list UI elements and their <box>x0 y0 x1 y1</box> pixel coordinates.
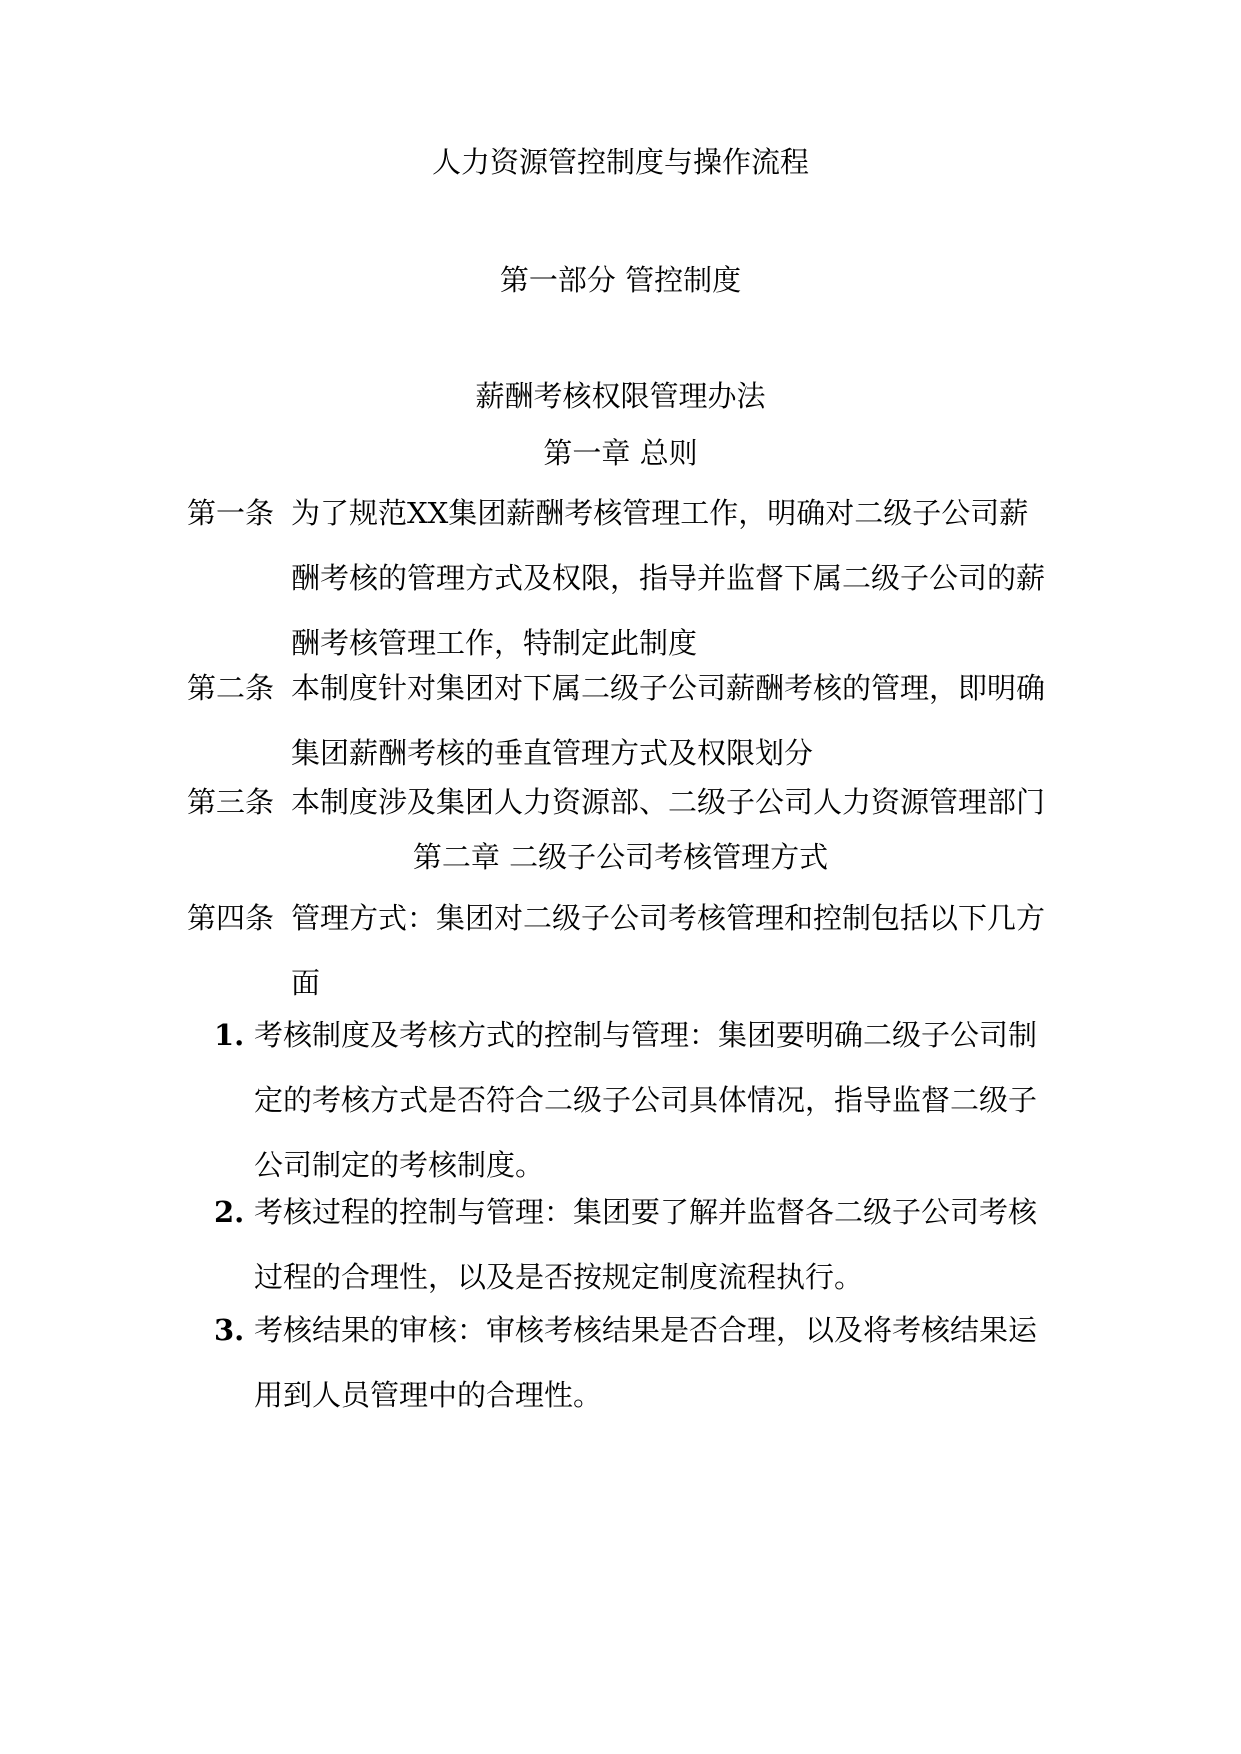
numbered-item-2 <box>214 1180 1054 1310</box>
article-line: 面 <box>291 966 321 1000</box>
item-number: 1. <box>214 1018 245 1052</box>
document-title: 人力资源管控制度与操作流程 <box>431 145 809 179</box>
item-line: 公司制定的考核制度。 <box>254 1148 545 1182</box>
article-line: 本制度涉及集团人力资源部、二级子公司人力资源管理部门 <box>291 785 1046 819</box>
article-4 <box>187 886 1067 1016</box>
item-line: 定的考核方式是否符合二级子公司具体情况，指导监督二级子 <box>254 1083 1038 1117</box>
article-body <box>291 770 1067 835</box>
part-heading: 第一部分 管控制度 <box>499 263 742 297</box>
article-line: 集团薪酬考核的垂直管理方式及权限划分 <box>291 736 814 770</box>
article-line: 酬考核管理工作，特制定此制度 <box>291 626 698 660</box>
article-label: 第三条 <box>187 785 275 819</box>
article-line: 为了规范XX集团薪酬考核管理工作，明确对二级子公司薪 <box>291 496 1029 530</box>
article-label: 第四条 <box>187 901 275 935</box>
article-1 <box>187 481 1067 676</box>
article-2 <box>187 656 1067 786</box>
item-body <box>254 1003 1054 1198</box>
section-title: 薪酬考核权限管理办法 <box>475 379 766 413</box>
article-body <box>291 886 1067 1016</box>
chapter-heading-2: 第二章 二级子公司考核管理方式 <box>412 840 829 874</box>
article-line: 酬考核的管理方式及权限，指导并监督下属二级子公司的薪 <box>291 561 1046 595</box>
chapter-heading-1: 第一章 总则 <box>543 436 698 470</box>
item-number: 2. <box>214 1195 245 1229</box>
article-label: 第二条 <box>187 671 275 705</box>
article-body <box>291 656 1067 786</box>
item-body <box>254 1298 1054 1428</box>
item-line: 过程的合理性，以及是否按规定制度流程执行。 <box>254 1260 864 1294</box>
item-line: 考核制度及考核方式的控制与管理：集团要明确二级子公司制 <box>254 1018 1038 1052</box>
item-body <box>254 1180 1054 1310</box>
item-line: 考核过程的控制与管理：集团要了解并监督各二级子公司考核 <box>254 1195 1038 1229</box>
item-line: 用到人员管理中的合理性。 <box>254 1378 603 1412</box>
article-label: 第一条 <box>187 496 275 530</box>
numbered-item-1 <box>214 1003 1054 1198</box>
article-line: 本制度针对集团对下属二级子公司薪酬考核的管理，即明确 <box>291 671 1046 705</box>
article-3 <box>187 770 1067 835</box>
item-number: 3. <box>214 1313 245 1347</box>
numbered-item-3 <box>214 1298 1054 1428</box>
article-line: 管理方式：集团对二级子公司考核管理和控制包括以下几方 <box>291 901 1046 935</box>
item-line: 考核结果的审核：审核考核结果是否合理，以及将考核结果运 <box>254 1313 1038 1347</box>
article-body <box>291 481 1067 676</box>
